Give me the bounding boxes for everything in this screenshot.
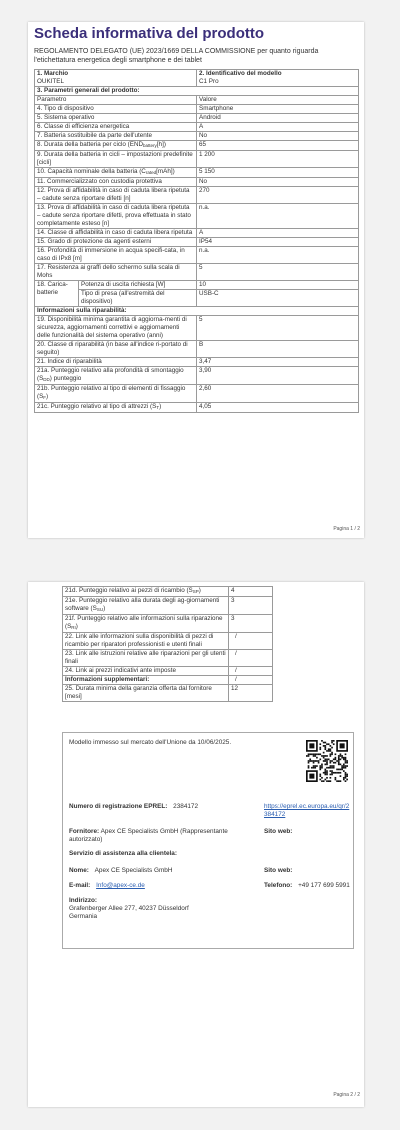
table-value: 5 (197, 264, 359, 281)
table-row (35, 316, 359, 341)
table-value: n.a. (197, 204, 359, 229)
address-label: Indirizzo: (69, 897, 98, 904)
table-label: 19. Disponibilità minima garantita di aggiorna-menti di sicurezza, aggiornamenti correttivi e aggiornamenti delle funzionalità del sistema operativo (anni) (35, 316, 197, 341)
supplier-label: Fornitore: (69, 828, 100, 835)
phone-row (264, 882, 350, 890)
table-value: Smartphone (197, 105, 359, 114)
table-row (35, 114, 359, 123)
table-value: n.a. (197, 247, 359, 264)
table-label: 12. Prova di affidabilità in caso di caduta libera ripetuta – cadute senza riportare difetti [n] (35, 187, 197, 204)
table-label: 21. Indice di riparabilità (35, 358, 197, 367)
table-label: 21b. Punteggio relativo al tipo di elementi di fissaggio $(S_F)$ (35, 385, 197, 403)
customer-service-title: Servizio di assistenza alla clientela: (69, 850, 177, 857)
table-label: 24. Link ai prezzi indicativi ante imposte (63, 667, 229, 676)
table-label: 7. Batteria sostituibile da parte dell'utente (35, 132, 197, 141)
table-row (35, 96, 359, 105)
table-value: Android (197, 114, 359, 123)
table-label: 22. Link alle informazioni sulla disponibilità di pezzi di ricambio per riparatori professionisti e utenti finali (63, 633, 229, 650)
table-label: 21c. Punteggio relativo al tipo di attrezzi $(S_T)$ (35, 403, 197, 413)
phone-label: Telefono: (264, 882, 293, 889)
email-row (69, 882, 145, 890)
table-label: 20. Classe di riparabilità (in base all'indice ri-portato di seguito) (35, 341, 197, 358)
table-row (35, 358, 359, 367)
website-label: Sito web: (264, 828, 293, 835)
table-value: / (229, 667, 273, 676)
table-value: 2,60 (197, 385, 359, 403)
table-value: / (229, 676, 273, 685)
table-label: 11. Commercializzato con custodia protettiva (35, 178, 197, 187)
page-number: Pagina 1 / 2 (333, 526, 360, 532)
market-date: Modello immesso sul mercato dell'Unione da 10/06/2025. (69, 739, 232, 746)
table-value: 270 (197, 187, 359, 204)
table-row (35, 204, 359, 229)
table-label: 8. Durata della batteria per ciclo $(END_{battery}[h])$ (35, 141, 197, 151)
table-label: 17. Resistenza ai graffi dello schermo sulla scala di Mohs (35, 264, 197, 281)
table-label: 14. Classe di affidabilità in caso di caduta libera ripetuta (35, 229, 197, 238)
supplier-info-box (62, 732, 354, 949)
table-label: 23. Link alle istruzioni relative alle riparazioni per gli utenti finali (63, 650, 229, 667)
table-label: 15. Grado di protezione da agenti esterni (35, 238, 197, 247)
table-value: 4,05 (197, 403, 359, 413)
phone-value: +49 177 699 5991 (298, 882, 350, 889)
table-label: 9. Durata della batteria in cicli – impostazioni predefinite [cicli] (35, 151, 197, 168)
eprel-row (69, 803, 198, 811)
charger-label: 18. Carica-batterie (35, 281, 79, 307)
table-value: / (229, 633, 273, 650)
table-row (63, 633, 273, 650)
charger-row-label: Tipo di presa (all'estremità del dispositivo) (79, 290, 197, 307)
brand-cell: 1. Marchio OUKITEL (35, 70, 197, 87)
table-value: No (197, 132, 359, 141)
eprel-value: 2384172 (173, 803, 199, 810)
table-row (35, 385, 359, 403)
model-cell: 2. Identificativo del modello C1 Pro (197, 70, 359, 87)
table-value: A (197, 229, 359, 238)
table-label: 5. Sistema operativo (35, 114, 197, 123)
email-link[interactable]: Info@apex-ce.de (96, 882, 145, 889)
charger-row-value: 10 (197, 281, 359, 290)
table-row (35, 229, 359, 238)
page-title: Scheda informativa del prodotto (34, 25, 265, 42)
table-value: No (197, 178, 359, 187)
table-value: 4 (229, 587, 273, 597)
table-value: 3 (229, 597, 273, 615)
table-value: 3 (229, 615, 273, 633)
table-value: A (197, 123, 359, 132)
table-value: 12 (229, 685, 273, 702)
table-label: 21d. Punteggio relativo ai pezzi di ricambio $(S_{SP})$ (63, 587, 229, 597)
email-label: E-mail: (69, 882, 91, 889)
table-value: 3,47 (197, 358, 359, 367)
name-value: Apex CE Specialists GmbH (94, 867, 173, 874)
table-label: 6. Classe di efficienza energetica (35, 123, 197, 132)
table-row (63, 615, 273, 633)
table-row (35, 141, 359, 151)
address-line-1: Grafenberger Allee 277, 40237 Düsseldorf (69, 905, 189, 912)
table-label: 25. Durata minima della garanzia offerta dal fornitore [mesi] (63, 685, 229, 702)
table-row (35, 168, 359, 178)
table-value: Valore (197, 96, 359, 105)
table-label: 10. Capacità nominale della batteria $(C_{rated}[mAh])$ (35, 168, 197, 178)
document-page-1 (28, 22, 364, 538)
table-row (63, 650, 273, 667)
section-header: Informazioni supplementari: (63, 676, 229, 685)
document-page-2 (28, 582, 364, 1107)
table-row (35, 403, 359, 413)
table-row (35, 132, 359, 141)
table-row (35, 151, 359, 168)
table-label: 16. Profondità di immersione in acqua specifi-cata, in caso di IPx8 [m] (35, 247, 197, 264)
table-value: IP54 (197, 238, 359, 247)
table-row (63, 587, 273, 597)
table-value: 5 (197, 316, 359, 341)
product-info-table-continued (62, 586, 273, 702)
supplier-value: Apex CE Specialists GmbH (Rappresentante autorizzato) (69, 828, 228, 843)
table-row (63, 597, 273, 615)
table-label: Parametro (35, 96, 197, 105)
table-row (35, 247, 359, 264)
qr-code-icon[interactable] (306, 740, 348, 782)
charger-row-label: Potenza di uscita richiesta [W] (79, 281, 197, 290)
table-label: 21f. Punteggio relativo alle informazioni sulla riparazione $(S_{RI})$ (63, 615, 229, 633)
product-info-table (34, 69, 359, 413)
website-label-2: Sito web: (264, 867, 293, 874)
page-number: Pagina 2 / 2 (333, 1092, 360, 1098)
table-row (63, 667, 273, 676)
table-value: 5 150 (197, 168, 359, 178)
charger-row-value: USB-C (197, 290, 359, 307)
section-header: 3. Parametri generali del prodotto: (35, 87, 359, 96)
table-row (35, 178, 359, 187)
name-row (69, 867, 172, 875)
table-value: 3,90 (197, 367, 359, 385)
name-label: Nome: (69, 867, 89, 874)
table-value: / (229, 650, 273, 667)
table-row (35, 238, 359, 247)
table-row (35, 341, 359, 358)
table-value: 65 (197, 141, 359, 151)
supplier-row (69, 828, 259, 844)
table-row (35, 105, 359, 114)
table-value: 1 200 (197, 151, 359, 168)
table-value: B (197, 341, 359, 358)
address-line-2: Germania (69, 913, 98, 920)
table-row (35, 264, 359, 281)
table-row (35, 123, 359, 132)
eprel-link[interactable]: https://eprel.ec.europa.eu/qr/2384172 (264, 803, 350, 818)
table-row (35, 187, 359, 204)
table-row (35, 367, 359, 385)
table-label: 13. Prova di affidabilità in caso di caduta libera ripetuta – cadute senza riportare difetti, prova effettuata in stato completamente esteso [n] (35, 204, 197, 229)
table-label: 21a. Punteggio relativo alla profondità di smontaggio $(S_{DD})$ punteggio (35, 367, 197, 385)
regulation-subtitle: REGOLAMENTO DELEGATO (UE) 2023/1669 DELLA COMMISSIONE per quanto riguarda l'etichettatura energetica degli smartphone e dei tablet (34, 48, 319, 64)
section-header: Informazioni sulla riparabilità: (35, 307, 359, 316)
table-label: 4. Tipo di dispositivo (35, 105, 197, 114)
table-label: 21e. Punteggio relativo alla durata degli ag-giornamenti software $(S_{SU})$ (63, 597, 229, 615)
eprel-label: Numero di registrazione EPREL: (69, 803, 168, 810)
